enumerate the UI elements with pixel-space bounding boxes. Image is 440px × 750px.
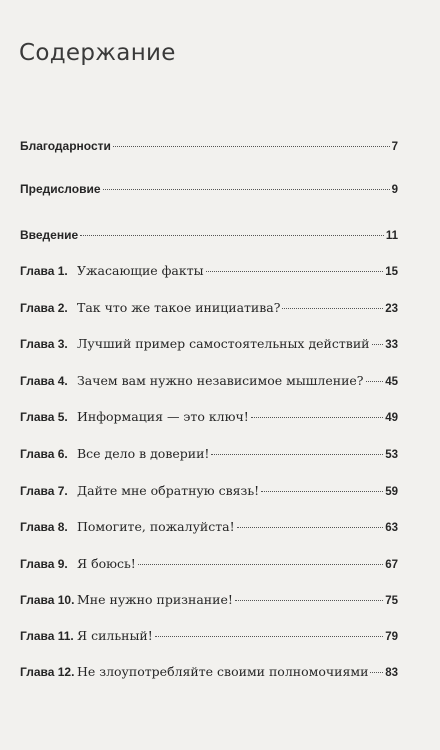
table-of-contents xyxy=(20,0,398,750)
chapter-label: Глава 7. xyxy=(20,484,68,498)
toc-entry-chapter-2 xyxy=(20,300,398,316)
dot-leader xyxy=(113,145,390,147)
dot-leader xyxy=(282,307,383,309)
toc-entry-title: Информация — это ключ! xyxy=(77,409,249,424)
toc-page-number: 49 xyxy=(385,412,398,424)
toc-entry-title: Дайте мне обратную связь! xyxy=(77,483,260,498)
dot-leader xyxy=(211,453,383,455)
toc-entry-title: Ужасающие факты xyxy=(77,263,204,278)
toc-page-number: 63 xyxy=(385,522,398,534)
toc-entry-chapter-9 xyxy=(20,556,398,572)
toc-entry-title: Я боюсь! xyxy=(77,556,136,571)
toc-page-number: 53 xyxy=(385,449,398,461)
toc-entry-chapter-12 xyxy=(20,664,398,680)
toc-page-number: 7 xyxy=(391,141,398,153)
toc-entry-title: Предисловие xyxy=(20,182,101,196)
chapter-label: Глава 8. xyxy=(20,520,68,534)
toc-entry-chapter-6 xyxy=(20,446,398,462)
toc-entry-title: Так что же такое инициатива? xyxy=(77,300,281,315)
toc-page-number: 59 xyxy=(385,486,398,498)
chapter-label: Глава 6. xyxy=(20,447,68,461)
toc-entry-title: Я сильный! xyxy=(77,628,153,643)
toc-entry-chapter-5 xyxy=(20,409,398,425)
toc-page-number: 75 xyxy=(385,595,398,607)
toc-entry-title: Лучший пример самостоятельных действий xyxy=(77,336,370,351)
toc-page-number: 83 xyxy=(385,667,398,679)
chapter-label: Глава 4. xyxy=(20,374,68,388)
chapter-label: Глава 10. xyxy=(20,593,75,607)
dot-leader xyxy=(103,188,390,190)
toc-page-number: 23 xyxy=(385,303,398,315)
toc-entry-title: Зачем вам нужно независимое мышление? xyxy=(77,373,364,388)
toc-entry-chapter-10 xyxy=(20,592,398,608)
toc-page-number: 11 xyxy=(385,230,398,242)
toc-page-number: 9 xyxy=(391,184,398,196)
toc-entry-title: Мне нужно признание! xyxy=(77,592,233,607)
dot-leader xyxy=(235,599,383,601)
toc-entry-title: Помогите, пожалуйста! xyxy=(77,519,235,534)
dot-leader xyxy=(237,526,384,528)
dot-leader xyxy=(80,234,384,236)
toc-entry-title: Благодарности xyxy=(20,139,111,153)
chapter-label: Глава 1. xyxy=(20,264,68,278)
dot-leader xyxy=(261,490,383,492)
toc-entry-chapter-4 xyxy=(20,373,398,389)
toc-entry-chapter-7 xyxy=(20,483,398,499)
dot-leader xyxy=(251,416,383,418)
chapter-label: Глава 11. xyxy=(20,629,74,643)
chapter-label: Глава 2. xyxy=(20,301,68,315)
toc-page-number: 67 xyxy=(385,559,398,571)
toc-entry-title: Не злоупотребляйте своими полномочиями xyxy=(77,664,369,679)
toc-entry-preface xyxy=(20,181,398,197)
toc-page-number: 33 xyxy=(385,339,398,351)
toc-page-number: 79 xyxy=(385,631,398,643)
dot-leader xyxy=(366,380,384,382)
toc-page-number: 45 xyxy=(385,376,398,388)
toc-entry-chapter-11 xyxy=(20,628,398,644)
toc-entry-chapter-8 xyxy=(20,519,398,535)
chapter-label: Глава 3. xyxy=(20,337,68,351)
chapter-label: Глава 9. xyxy=(20,557,68,571)
toc-entry-chapter-3 xyxy=(20,336,398,352)
dot-leader xyxy=(372,343,384,345)
dot-leader xyxy=(138,563,383,565)
toc-entry-acknowledgements xyxy=(20,138,398,154)
chapter-label: Глава 12. xyxy=(20,665,75,679)
page-title: Содержание xyxy=(19,40,176,66)
toc-page-number: 15 xyxy=(385,266,398,278)
toc-entry-chapter-1 xyxy=(20,263,398,279)
toc-entry-introduction xyxy=(20,227,398,243)
toc-entry-title: Введение xyxy=(20,228,79,242)
dot-leader xyxy=(206,270,384,272)
dot-leader xyxy=(370,671,383,673)
toc-entry-title: Все дело в доверии! xyxy=(77,446,210,461)
dot-leader xyxy=(155,635,383,637)
chapter-label: Глава 5. xyxy=(20,410,68,424)
